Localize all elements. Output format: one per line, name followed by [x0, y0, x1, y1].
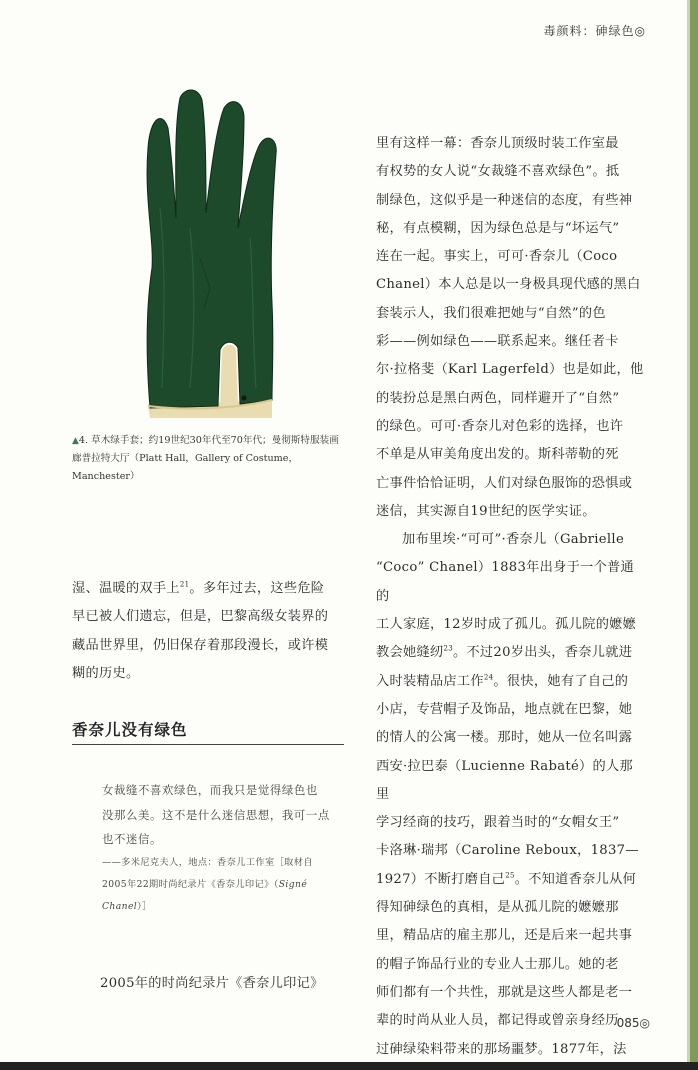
italic-title: Signé	[278, 878, 308, 890]
section-heading: 香奈儿没有绿色	[72, 718, 344, 745]
text-line: 小店，专营帽子及饰品，地点就在巴黎，她	[376, 701, 633, 717]
glove-button	[242, 396, 247, 401]
text-fragment: 1927）不断打磨自己	[376, 871, 506, 887]
text-fragment: 。不知道香奈儿从何	[514, 871, 637, 887]
page-number: 085◎	[616, 1016, 650, 1030]
attribution-line: ——多米尼克夫人，地点：香奈儿工作室［取材自	[102, 856, 313, 868]
text-line: 早已被人们遗忘，但是，巴黎高级女装界的	[72, 609, 329, 625]
text-fragment: 。很快，她有了自己的	[493, 673, 629, 689]
left-column-body	[72, 575, 344, 688]
text-line: 卡洛琳·瑞邦（Caroline Reboux，1837—	[376, 843, 639, 859]
text-line: “Coco” Chanel）1883年出身于一个普通的	[376, 560, 635, 604]
footnote-ref: 24	[483, 673, 494, 682]
text-line: Chanel）本人总是以一身极具现代感的黑白	[376, 277, 641, 293]
footnote-ref: 21	[179, 580, 190, 589]
text-line: 秘，有点模糊，因为绿色总是与“坏运气”	[376, 220, 620, 236]
text-line: 尔·拉格斐（Karl Lagerfeld）也是如此，他	[376, 362, 644, 378]
page-edge-highlight	[687, 0, 690, 1062]
running-header: 毒颜料：砷绿色◎	[543, 24, 646, 38]
text-line: 的帽子饰品行业的专业人士那儿。她的老	[376, 956, 619, 972]
footnote-ref: 23	[443, 644, 453, 653]
text-line	[376, 668, 646, 696]
quote-line: 女裁缝不喜欢绿色，而我只是觉得绿色也	[102, 783, 318, 797]
text-fragment: 入时装精品店工作	[376, 673, 484, 689]
text-fragment: 。多年过去，这些危险	[189, 581, 325, 596]
paragraph	[376, 130, 646, 526]
text-fragment: 。不过20岁出头，香奈儿就进	[452, 645, 633, 661]
caption-text: 4. 草木绿手套；约19世纪30年代至70年代；曼彻斯特服装画廊普拉特大厅（Platt Hall，Gallery of Costume，Manchester）	[72, 435, 339, 482]
glove-body	[147, 90, 276, 408]
text-line: 过砷绿染料带来的那场噩梦。1877年，法	[376, 1041, 627, 1057]
text-line: 的情人的公寓一楼。那时，她从一位名叫露	[376, 730, 633, 746]
text-line: 里有这样一幕：香奈儿顶级时装工作室最	[376, 136, 619, 151]
text-line: 西安·拉巴泰（Lucienne Rabaté）的人那里	[376, 758, 634, 802]
text-line	[376, 866, 646, 894]
scan-bottom-bar	[0, 1062, 698, 1070]
right-column	[376, 130, 646, 1064]
attribution-line	[102, 896, 346, 918]
text-line: 加布里埃·“可可”·香奈儿（Gabrielle	[402, 532, 625, 548]
epigraph-quote	[102, 778, 346, 918]
footnote-ref: 25	[505, 871, 515, 880]
text-line: 彩——例如绿色——联系起来。继任者卡	[376, 334, 619, 350]
text-line: 工人家庭，12岁时成了孤儿。孤儿院的嬷嬷	[376, 617, 637, 633]
quote-line: 没那么美。这不是什么迷信思想，我可一点	[102, 807, 330, 822]
text-line: 制绿色，这似乎是一种迷信的态度，有些神	[376, 192, 633, 208]
caption-triangle-icon: ▲	[72, 436, 79, 446]
text-line: 的绿色。可可·香奈儿对色彩的选择，也许	[376, 418, 624, 434]
italic-title: Chanel	[102, 900, 138, 912]
text-line: 得知砷绿色的真相，是从孤儿院的嬷嬷那	[376, 900, 619, 916]
attribution-line	[102, 874, 346, 896]
text-line: 藏品世界里，仍旧保存着那段漫长，或许模	[72, 637, 329, 653]
text-line: 的装扮总是黑白两色，同样避开了“自然”	[376, 390, 620, 406]
text-fragment: 教会她缝纫	[376, 645, 444, 661]
paragraph	[376, 526, 646, 1064]
text-line: 不单是从审美角度出发的。斯科蒂勒的死	[376, 447, 619, 463]
text-line	[376, 639, 646, 667]
text-line: 有权势的女人说“女裁缝不喜欢绿色”。抵	[376, 164, 620, 180]
text-fragment: 湿、温暖的双手上	[72, 581, 180, 596]
quote-attribution	[102, 852, 346, 918]
text-line: 辈的时尚从业人员，都记得或曾亲身经历	[376, 1013, 619, 1029]
text-line: 学习经商的技巧，跟着当时的“女帽女王”	[376, 815, 620, 831]
text-line: 里，精品店的雇主那儿，还是后来一起共事	[376, 928, 633, 944]
quote-line: 也不迷信。	[102, 832, 162, 846]
text-line: 套装示人，我们很难把她与“自然”的色	[376, 305, 606, 321]
text-line: 师们都有一个共性，那就是这些人都是老一	[376, 984, 633, 1000]
text-line: 亡事件恰恰证明，人们对绿色服饰的恐惧或	[376, 475, 633, 491]
page-edge-strip	[690, 0, 698, 1062]
text-fragment: 2005年22期时尚纪录片《香奈儿印记》（	[102, 878, 279, 890]
text-line: 糊的历史。	[72, 665, 140, 681]
left-column-tail: 2005年的时尚纪录片《香奈儿印记》	[100, 976, 324, 991]
glove-photo	[140, 88, 280, 418]
text-fragment: ）］	[137, 900, 152, 912]
figure-caption	[72, 432, 344, 486]
text-line: 连在一起。事实上，可可·香奈儿（Coco	[376, 249, 618, 265]
text-line: 迷信，其实源自19世纪的医学实证。	[376, 503, 596, 519]
text-line	[72, 575, 344, 603]
